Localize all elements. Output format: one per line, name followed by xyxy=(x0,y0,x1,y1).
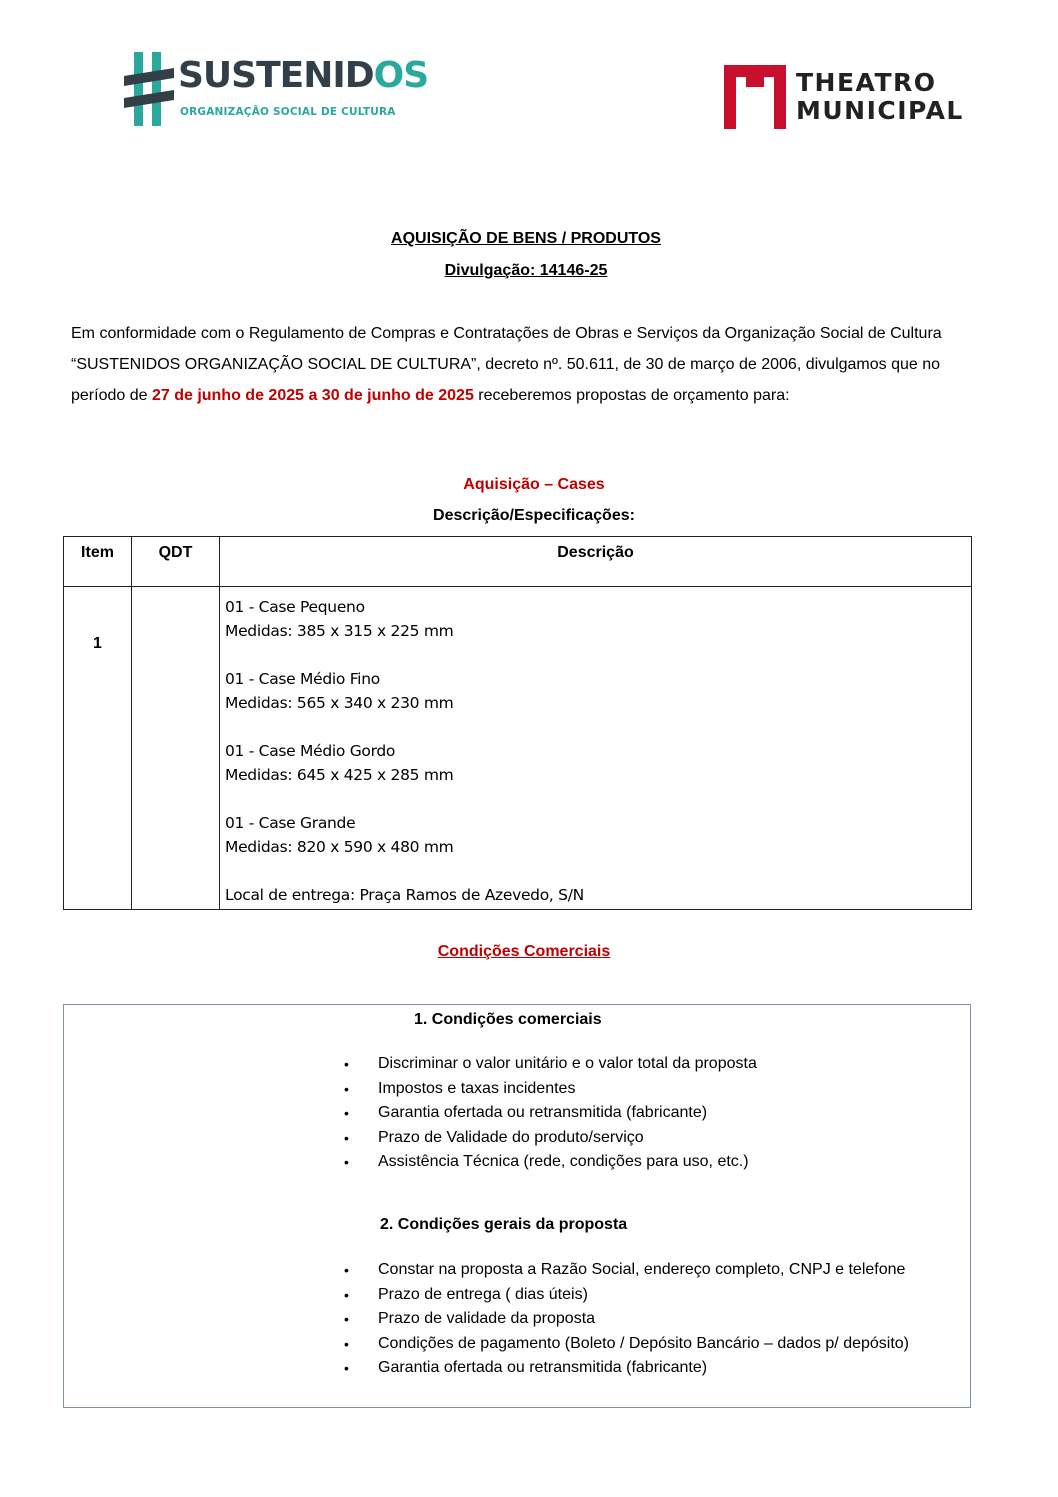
list-item: • Discriminar o valor unitário e o valor total da proposta xyxy=(344,1052,944,1077)
intro-period: 27 de junho de 2025 a 30 de junho de 2025 xyxy=(151,387,474,404)
sustenidos-logo xyxy=(124,50,429,130)
list-item: • Prazo de validade da proposta xyxy=(344,1307,964,1332)
table-row xyxy=(64,587,972,910)
list-item: • Assistência Técnica (rede, condições para uso, etc.) xyxy=(344,1150,944,1175)
list-item: • Prazo de Validade do produto/serviço xyxy=(344,1126,944,1151)
list-item: • Garantia ofertada ou retransmitida (fabricante) xyxy=(344,1356,964,1381)
conditions-heading-1: 1. Condições comerciais xyxy=(414,1011,602,1028)
hashtag-logo-icon xyxy=(124,50,174,128)
delivery-location: Local de entrega: Praça Ramos de Azevedo, S/N xyxy=(225,886,584,904)
logo-subtitle: ORGANIZAÇÃO SOCIAL DE CULTURA xyxy=(180,106,396,118)
intro-paragraph: Em conformidade com o Regulamento de Compras e Contratações de Obras e Serviços da Organização Social de Cultura “SUSTENIDOS ORGANIZAÇÃO SOCIAL DE CULTURA”, decreto nº. 50.611, de 30 de março de 2006, divulgamos que no período de 27 de junho de 2025 a 30 de junho de 2025 receberemos propostas de orçamento para: xyxy=(71,325,942,404)
qdt-cell xyxy=(132,587,220,910)
header-qdt: QDT xyxy=(132,537,220,587)
list-item: • Impostos e taxas incidentes xyxy=(344,1077,944,1102)
header-descricao: Descrição xyxy=(220,537,972,587)
case-medio-fino: 01 - Case Médio Fino Medidas: 565 x 340 x 230 mm xyxy=(225,670,454,712)
theatro-arch-icon xyxy=(724,65,786,129)
case-grande: 01 - Case Grande Medidas: 820 x 590 x 480 mm xyxy=(225,814,454,856)
conditions-box xyxy=(63,1004,971,1408)
header-item: Item xyxy=(64,537,132,587)
conditions-list-2 xyxy=(344,1258,964,1381)
divulgacao-number: Divulgação: 14146-25 xyxy=(444,262,608,279)
table-header-row xyxy=(64,537,972,587)
list-item: • Prazo de entrega ( dias úteis) xyxy=(344,1283,964,1308)
case-medio-gordo: 01 - Case Médio Gordo Medidas: 645 x 425 x 285 mm xyxy=(225,742,454,784)
conditions-heading-2: 2. Condições gerais da proposta xyxy=(380,1216,628,1233)
document-title: AQUISIÇÃO DE BENS / PRODUTOS xyxy=(391,230,661,247)
item-number: 1 xyxy=(64,587,132,910)
conditions-list-1 xyxy=(344,1052,944,1175)
spec-title: Descrição/Especificações: xyxy=(433,507,635,524)
case-pequeno: 01 - Case Pequeno Medidas: 385 x 315 x 225 mm xyxy=(225,598,454,640)
description-cell xyxy=(220,587,972,910)
list-item: • Condições de pagamento (Boleto / Depósito Bancário – dados p/ depósito) xyxy=(344,1332,964,1357)
section-title: Aquisição – Cases xyxy=(463,476,605,493)
list-item: • Constar na proposta a Razão Social, endereço completo, CNPJ e telefone xyxy=(344,1258,964,1283)
list-item: • Garantia ofertada ou retransmitida (fabricante) xyxy=(344,1101,944,1126)
spec-table xyxy=(63,536,972,910)
logo-name: SUSTENIDOS xyxy=(178,55,429,96)
theatro-municipal-logo xyxy=(724,65,964,131)
conditions-title: Condições Comerciais xyxy=(437,943,611,960)
theatro-logo-text: THEATRO MUNICIPAL xyxy=(796,68,964,125)
